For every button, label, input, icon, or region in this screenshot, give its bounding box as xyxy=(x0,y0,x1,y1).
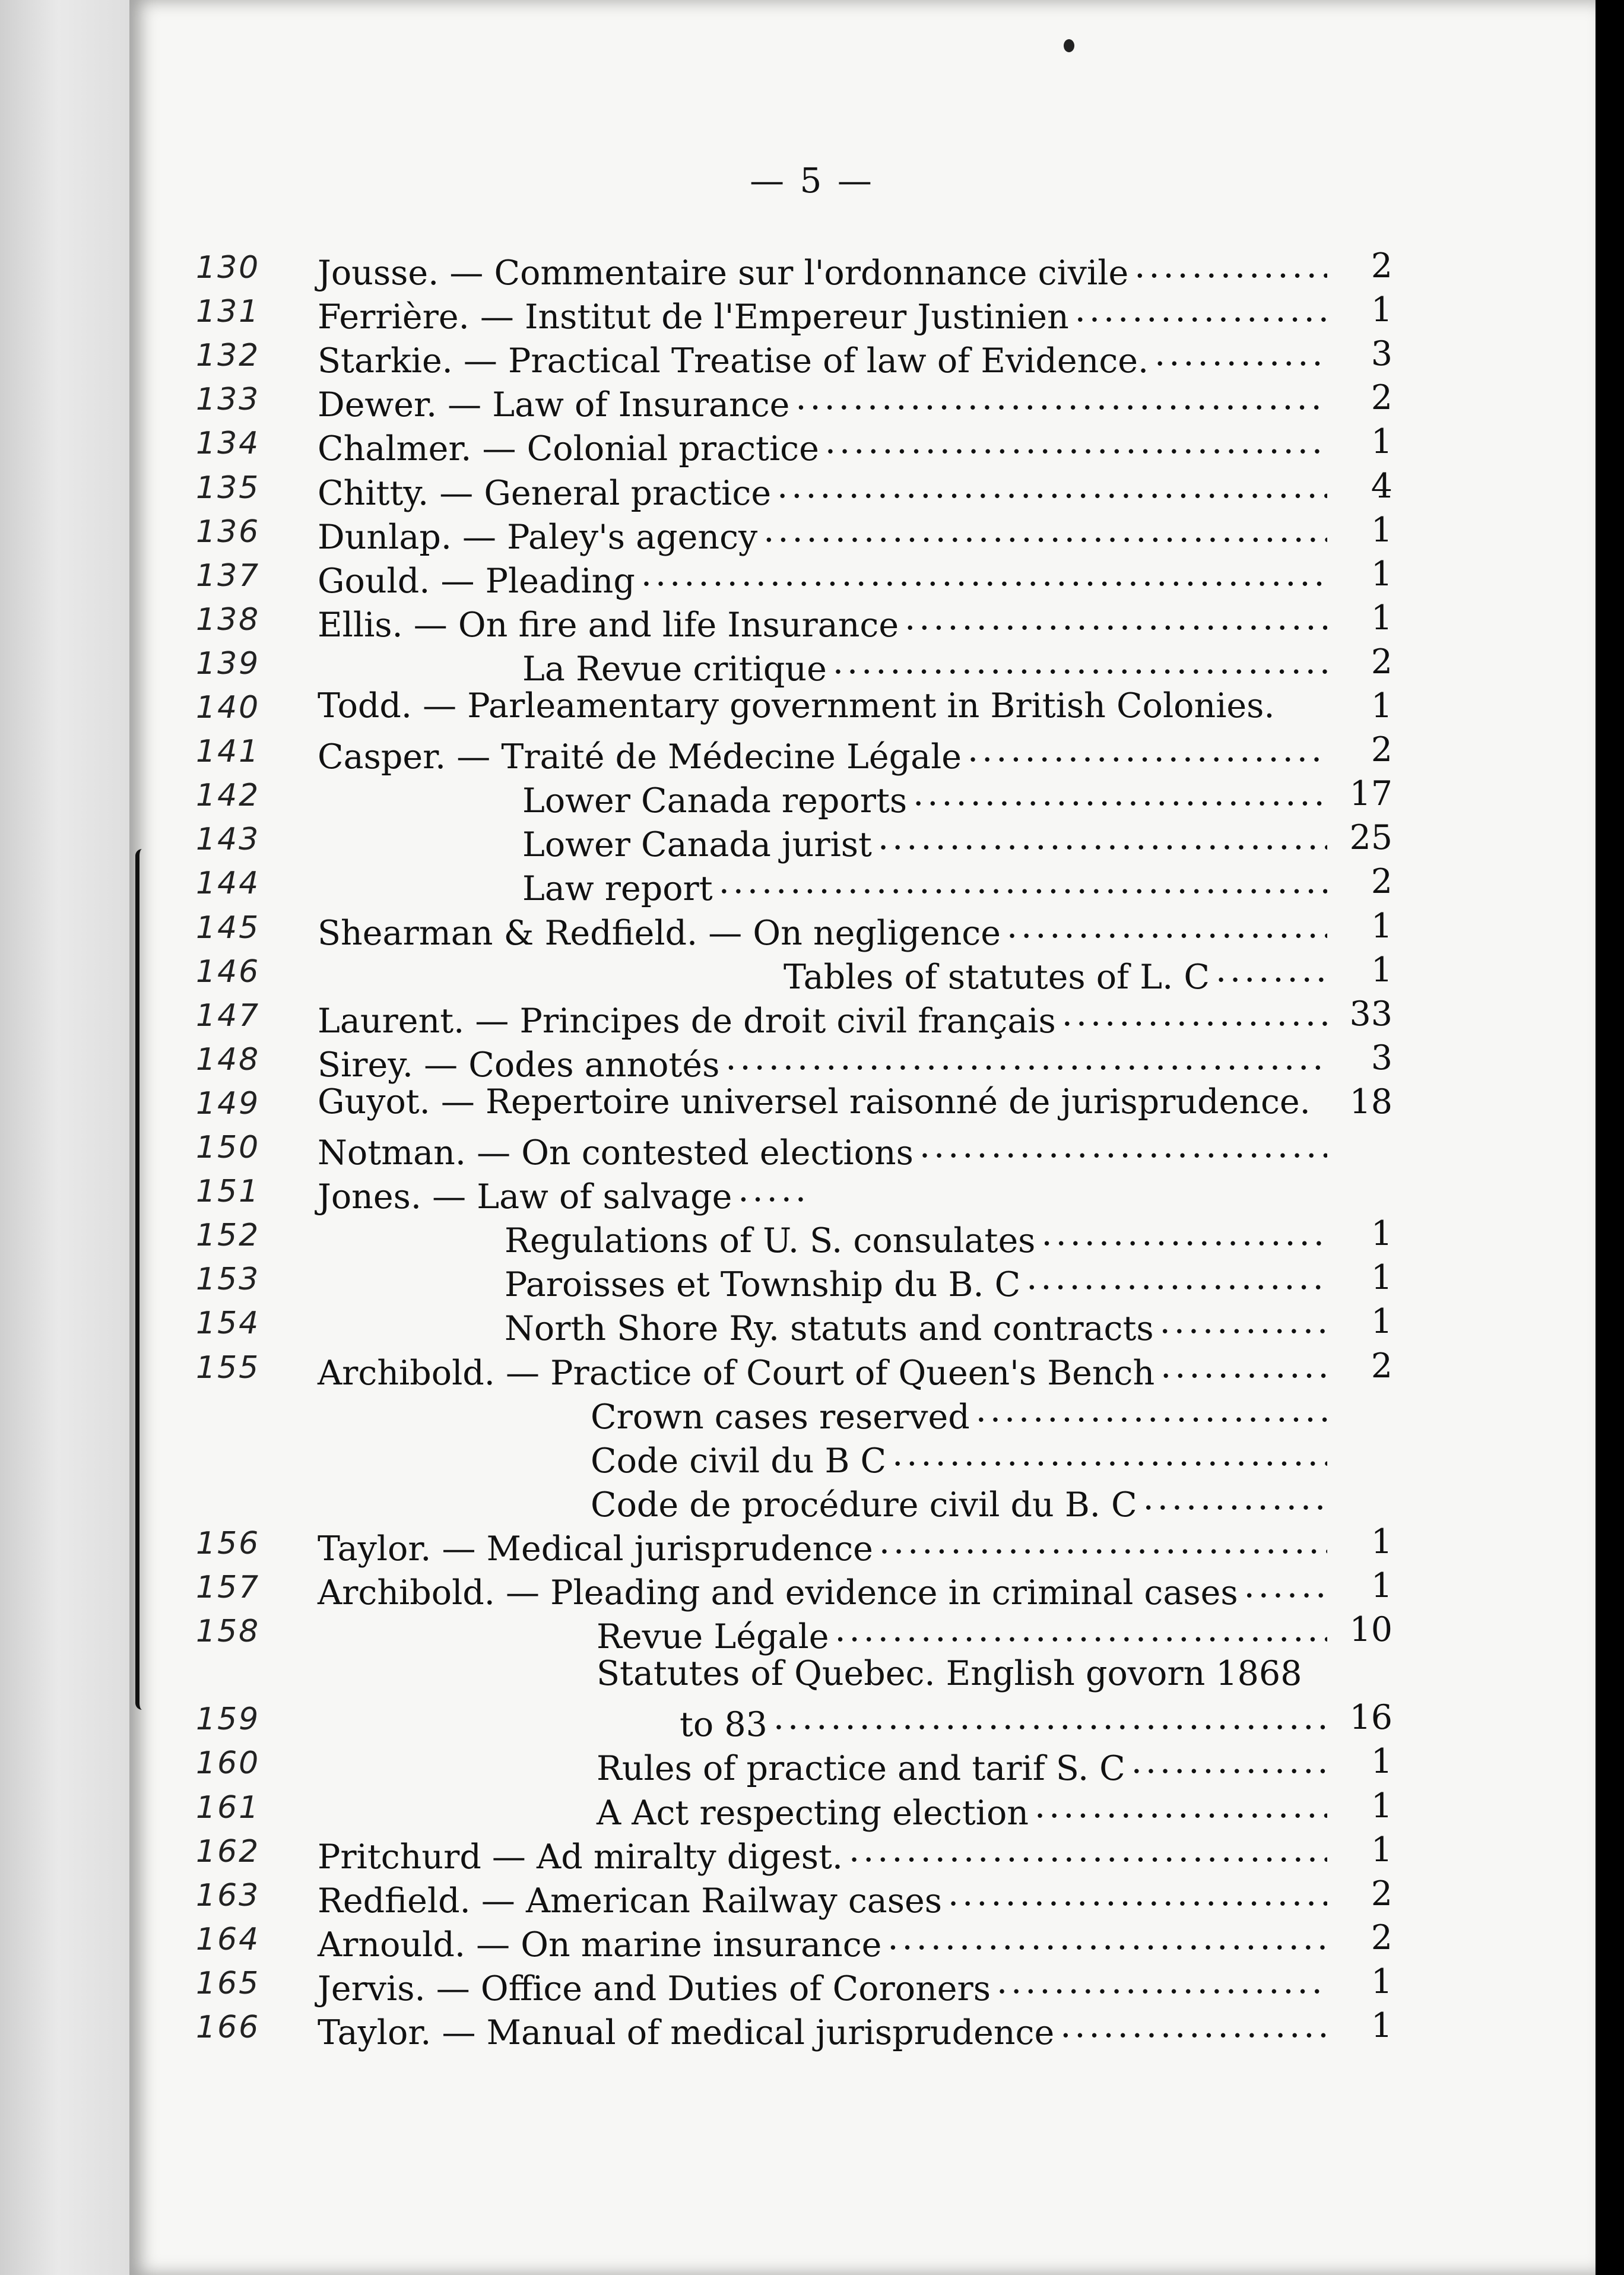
entry-title: Chitty. — General practice xyxy=(318,473,772,513)
volume-count: 25 xyxy=(1349,818,1393,858)
entry-description xyxy=(505,1258,1327,1305)
list-item xyxy=(0,1302,1624,1349)
handwritten-number: 138 xyxy=(196,601,261,638)
entry-description xyxy=(591,1478,1327,1525)
entry-description xyxy=(318,1346,1327,1393)
list-item xyxy=(0,2006,1624,2050)
list-item xyxy=(0,1786,1624,1833)
dot-leader xyxy=(1160,1302,1327,1340)
list-item xyxy=(0,906,1624,953)
dot-leader xyxy=(905,598,1327,636)
handwritten-number: 163 xyxy=(196,1877,261,1913)
dot-leader xyxy=(887,1918,1327,1956)
handwritten-number: 145 xyxy=(196,910,261,946)
entry-title: Crown cases reserved xyxy=(591,1397,970,1437)
list-item xyxy=(0,862,1624,909)
entry-title: Code de procédure civil du B. C xyxy=(591,1485,1137,1525)
volume-count: 2 xyxy=(1371,862,1393,902)
list-item xyxy=(0,598,1624,645)
handwritten-number: 151 xyxy=(196,1174,261,1210)
handwritten-number: 139 xyxy=(196,645,261,682)
entry-description xyxy=(591,1434,1327,1481)
entry-title: Regulations of U. S. consulates xyxy=(505,1221,1036,1261)
entry-description xyxy=(522,862,1327,909)
volume-count: 1 xyxy=(1371,422,1393,462)
entry-title: Rules of practice and tarif S. C xyxy=(597,1749,1125,1789)
dot-leader xyxy=(1062,994,1327,1032)
dot-leader xyxy=(825,422,1327,460)
entry-description xyxy=(591,1390,1327,1437)
entry-title: North Shore Ry. statuts and contracts xyxy=(505,1309,1154,1349)
list-item xyxy=(0,1830,1624,1877)
entry-title: Jousse. — Commentaire sur l'ordonnance civile xyxy=(318,254,1129,293)
entry-description xyxy=(318,2006,1327,2050)
entry-description xyxy=(522,642,1327,689)
entry-title: Notman. — On contested elections xyxy=(318,1133,914,1173)
dot-leader xyxy=(777,467,1327,505)
list-item xyxy=(0,1742,1624,1789)
entry-description xyxy=(318,1522,1327,1569)
entry-title: Casper. — Traité de Médecine Légale xyxy=(318,737,962,777)
volume-count: 3 xyxy=(1371,1038,1393,1078)
list-item xyxy=(0,642,1624,689)
handwritten-number: 159 xyxy=(196,1702,261,1738)
handwritten-number: 165 xyxy=(196,1965,261,2001)
volume-count: 18 xyxy=(1349,1082,1393,1121)
entry-title: Chalmer. — Colonial practice xyxy=(318,429,819,469)
list-item xyxy=(0,1478,1624,1525)
volume-count: 1 xyxy=(1371,554,1393,594)
volume-count: 1 xyxy=(1371,1258,1393,1298)
entry-title: Statutes of Quebec. English govorn 1868 xyxy=(597,1654,1302,1694)
dot-leader xyxy=(878,818,1327,856)
entry-title: Jervis. — Office and Duties of Coroners xyxy=(318,1969,991,2008)
entry-description xyxy=(318,1918,1327,1965)
entry-description xyxy=(318,1126,1327,1173)
entry-title: Starkie. — Practical Treatise of law of Evidence. xyxy=(318,341,1149,381)
entry-description xyxy=(318,378,1327,425)
list-item xyxy=(0,378,1624,425)
entry-title: Redfield. — American Railway cases xyxy=(318,1881,943,1921)
volume-count: 10 xyxy=(1349,1610,1393,1650)
entry-title: Revue Légale xyxy=(597,1617,829,1657)
dot-leader xyxy=(1035,1786,1327,1824)
volume-count: 2 xyxy=(1371,246,1393,286)
handwritten-number: 160 xyxy=(196,1745,261,1782)
list-item xyxy=(0,994,1624,1041)
entry-description xyxy=(784,950,1327,997)
dot-leader xyxy=(892,1434,1327,1472)
handwritten-number: 152 xyxy=(196,1218,261,1254)
volume-count: 1 xyxy=(1371,1786,1393,1826)
entry-description xyxy=(680,1698,1327,1745)
entry-title: Taylor. — Manual of medical jurisprudence xyxy=(318,2013,1055,2052)
entry-title: Ellis. — On fire and life Insurance xyxy=(318,605,899,645)
dot-leader xyxy=(1026,1258,1327,1296)
dot-leader xyxy=(795,378,1327,416)
entry-description xyxy=(505,1214,1327,1261)
page-number: — 5 — xyxy=(750,160,874,201)
handwritten-number: 158 xyxy=(196,1614,261,1650)
list-item xyxy=(0,1214,1624,1261)
list-item xyxy=(0,1434,1624,1481)
entry-description xyxy=(522,818,1327,865)
volume-count: 17 xyxy=(1349,774,1393,814)
entry-title: Ferrière. — Institut de l'Empereur Justinien xyxy=(318,297,1069,337)
entry-description xyxy=(318,467,1327,511)
dot-leader xyxy=(1134,246,1327,284)
volume-count: 2 xyxy=(1371,1918,1393,1957)
volume-count: 1 xyxy=(1371,950,1393,990)
entry-description xyxy=(318,730,1327,777)
list-item xyxy=(0,1874,1624,1921)
volume-count: 1 xyxy=(1371,1302,1393,1342)
entry-title: Taylor. — Medical jurisprudence xyxy=(318,1529,873,1569)
handwritten-number: 153 xyxy=(196,1262,261,1298)
entry-description xyxy=(318,422,1327,469)
entry-title: Tables of statutes of L. C xyxy=(784,957,1210,997)
handwritten-number: 141 xyxy=(196,734,261,770)
handwritten-number: 130 xyxy=(196,250,261,286)
entry-description xyxy=(597,1654,1327,1698)
entry-title: Pritchurd — Ad miralty digest. xyxy=(318,1837,843,1877)
handwritten-number: 156 xyxy=(196,1525,261,1561)
handwritten-number: 166 xyxy=(196,2010,261,2045)
list-item xyxy=(0,1962,1624,2006)
entry-title: La Revue critique xyxy=(522,649,827,689)
volume-count: 1 xyxy=(1371,2006,1393,2045)
entry-title: A Act respecting election xyxy=(597,1793,1029,1833)
volume-count: 4 xyxy=(1371,466,1393,506)
handwritten-number: 140 xyxy=(196,690,261,725)
list-item xyxy=(0,1390,1624,1437)
volume-count: 1 xyxy=(1371,1566,1393,1605)
handwritten-number: 149 xyxy=(196,1085,261,1121)
handwritten-number: 150 xyxy=(196,1130,261,1165)
list-item xyxy=(0,1170,1624,1217)
entry-description xyxy=(597,1610,1327,1657)
handwritten-number: 147 xyxy=(196,997,261,1034)
list-item xyxy=(0,1610,1624,1657)
entry-description xyxy=(318,246,1327,293)
volume-count: 16 xyxy=(1349,1698,1393,1738)
entry-title: Archibold. — Pleading and evidence in criminal cases xyxy=(318,1573,1238,1612)
entry-description xyxy=(597,1742,1327,1789)
volume-count: 2 xyxy=(1371,730,1393,770)
list-item xyxy=(0,334,1624,381)
list-item xyxy=(0,1258,1624,1305)
dot-leader xyxy=(1143,1478,1327,1516)
list-item xyxy=(0,246,1624,293)
entry-description xyxy=(318,511,1327,555)
dot-leader xyxy=(1041,1214,1327,1252)
list-item xyxy=(0,511,1624,555)
entry-title: Arnould. — On marine insurance xyxy=(318,1925,882,1965)
list-item xyxy=(0,1082,1624,1126)
handwritten-number: 161 xyxy=(196,1789,261,1826)
entry-description xyxy=(318,1830,1327,1877)
dot-leader xyxy=(641,555,1327,592)
list-item xyxy=(0,686,1624,730)
dot-leader xyxy=(919,1126,1327,1164)
entry-description xyxy=(318,1566,1327,1610)
dot-leader xyxy=(1131,1742,1327,1780)
dot-leader xyxy=(773,1698,1327,1736)
handwritten-number: 133 xyxy=(196,382,261,418)
entry-title: Dunlap. — Paley's agency xyxy=(318,517,758,557)
entry-title: Code civil du B C xyxy=(591,1441,887,1481)
handwritten-number: 155 xyxy=(196,1349,261,1386)
volume-count: 2 xyxy=(1371,642,1393,682)
entry-title: Lower Canada jurist xyxy=(522,825,872,865)
handwritten-number: 162 xyxy=(196,1833,261,1870)
dot-leader xyxy=(849,1830,1327,1868)
list-item xyxy=(0,818,1624,865)
handwritten-number: 144 xyxy=(196,866,261,902)
entry-description xyxy=(522,774,1327,821)
list-item xyxy=(0,422,1624,469)
handwritten-number: 148 xyxy=(196,1041,261,1078)
handwritten-number: 143 xyxy=(196,822,261,858)
volume-count: 1 xyxy=(1371,1830,1393,1870)
entry-title: Paroisses et Township du B. C xyxy=(505,1265,1021,1305)
volume-count: 1 xyxy=(1371,686,1393,725)
handwritten-number: 135 xyxy=(196,470,261,506)
entry-description xyxy=(318,1874,1327,1921)
entry-description xyxy=(318,290,1327,337)
volume-count: 1 xyxy=(1371,1962,1393,2001)
entry-description xyxy=(318,994,1327,1041)
list-item xyxy=(0,1918,1624,1965)
entry-title: Guyot. — Repertoire universel raisonné de jurisprudence. xyxy=(318,1082,1311,1121)
list-item xyxy=(0,1654,1624,1698)
entry-description xyxy=(597,1786,1327,1833)
handwritten-number: 142 xyxy=(196,778,261,814)
volume-count: 2 xyxy=(1371,1346,1393,1386)
dot-leader xyxy=(976,1390,1327,1428)
list-item xyxy=(0,774,1624,821)
dot-leader xyxy=(1160,1346,1327,1384)
list-item xyxy=(0,290,1624,337)
volume-count: 1 xyxy=(1371,290,1393,330)
entry-description xyxy=(318,1170,1327,1217)
volume-count: 1 xyxy=(1371,1214,1393,1254)
dot-leader xyxy=(1216,950,1327,988)
list-item xyxy=(0,554,1624,601)
dot-leader xyxy=(725,1038,1327,1076)
handwritten-number: 164 xyxy=(196,1921,261,1957)
entry-title: Sirey. — Codes annotés xyxy=(318,1045,720,1085)
list-item xyxy=(0,1566,1624,1610)
entry-title: Shearman & Redfield. — On negligence xyxy=(318,913,1001,953)
volume-count: 1 xyxy=(1371,906,1393,946)
handwritten-number: 137 xyxy=(196,557,261,594)
entry-description xyxy=(318,1038,1327,1085)
dot-leader xyxy=(719,862,1327,900)
entry-description xyxy=(318,598,1327,645)
entry-description xyxy=(318,555,1327,601)
list-item xyxy=(0,467,1624,511)
list-item xyxy=(0,950,1624,997)
entry-title: Lower Canada reports xyxy=(522,781,908,821)
volume-count: 1 xyxy=(1371,1522,1393,1561)
volume-count: 2 xyxy=(1371,378,1393,418)
entry-title: Dewer. — Law of Insurance xyxy=(318,385,790,425)
dot-leader xyxy=(997,1962,1327,2000)
dot-leader xyxy=(879,1522,1327,1560)
dot-leader xyxy=(1007,907,1327,945)
entry-description xyxy=(318,907,1327,953)
entry-title: Todd. — Parleamentary government in British Colonies. xyxy=(318,686,1275,725)
entry-description xyxy=(505,1302,1327,1349)
list-item xyxy=(0,1698,1624,1745)
list-item xyxy=(0,730,1624,777)
list-item xyxy=(0,1346,1624,1393)
dot-leader xyxy=(763,511,1327,549)
handwritten-number: 154 xyxy=(196,1306,261,1342)
dot-leader xyxy=(833,642,1327,680)
entry-description xyxy=(318,334,1327,381)
dot-leader xyxy=(738,1170,809,1208)
list-item xyxy=(0,1126,1624,1173)
handwritten-number: 132 xyxy=(196,338,261,374)
dot-leader xyxy=(968,730,1327,768)
handwritten-number: 146 xyxy=(196,953,261,990)
handwritten-number: 136 xyxy=(196,514,261,550)
dot-leader xyxy=(913,774,1327,812)
entry-title: Laurent. — Principes de droit civil français xyxy=(318,1001,1056,1041)
volume-count: 3 xyxy=(1371,334,1393,374)
list-item xyxy=(0,1038,1624,1085)
handwritten-number: 131 xyxy=(196,294,261,330)
dot-leader xyxy=(948,1874,1327,1912)
entry-description xyxy=(318,1962,1327,2006)
entry-title: Gould. — Pleading xyxy=(318,561,635,601)
volume-count: 33 xyxy=(1349,994,1393,1034)
dot-leader xyxy=(1075,290,1327,328)
handwritten-number: 134 xyxy=(196,426,261,462)
handwritten-number: 157 xyxy=(196,1570,261,1605)
entry-title: Jones. — Law of salvage xyxy=(318,1177,732,1217)
volume-count: 2 xyxy=(1371,1874,1393,1913)
entry-description xyxy=(318,1082,1327,1126)
dot-leader xyxy=(1154,334,1327,372)
entry-title: to 83 xyxy=(680,1705,767,1745)
entry-title: Law report xyxy=(522,869,713,909)
dot-leader xyxy=(1244,1566,1327,1604)
list-item xyxy=(0,1522,1624,1569)
entry-description xyxy=(318,686,1327,730)
entry-title: Archibold. — Practice of Court of Queen's Bench xyxy=(318,1353,1155,1393)
volume-count: 1 xyxy=(1371,1742,1393,1782)
dot-leader xyxy=(835,1610,1327,1648)
volume-count: 1 xyxy=(1371,510,1393,550)
volume-count: 1 xyxy=(1371,598,1393,638)
dot-leader xyxy=(1060,2006,1327,2044)
